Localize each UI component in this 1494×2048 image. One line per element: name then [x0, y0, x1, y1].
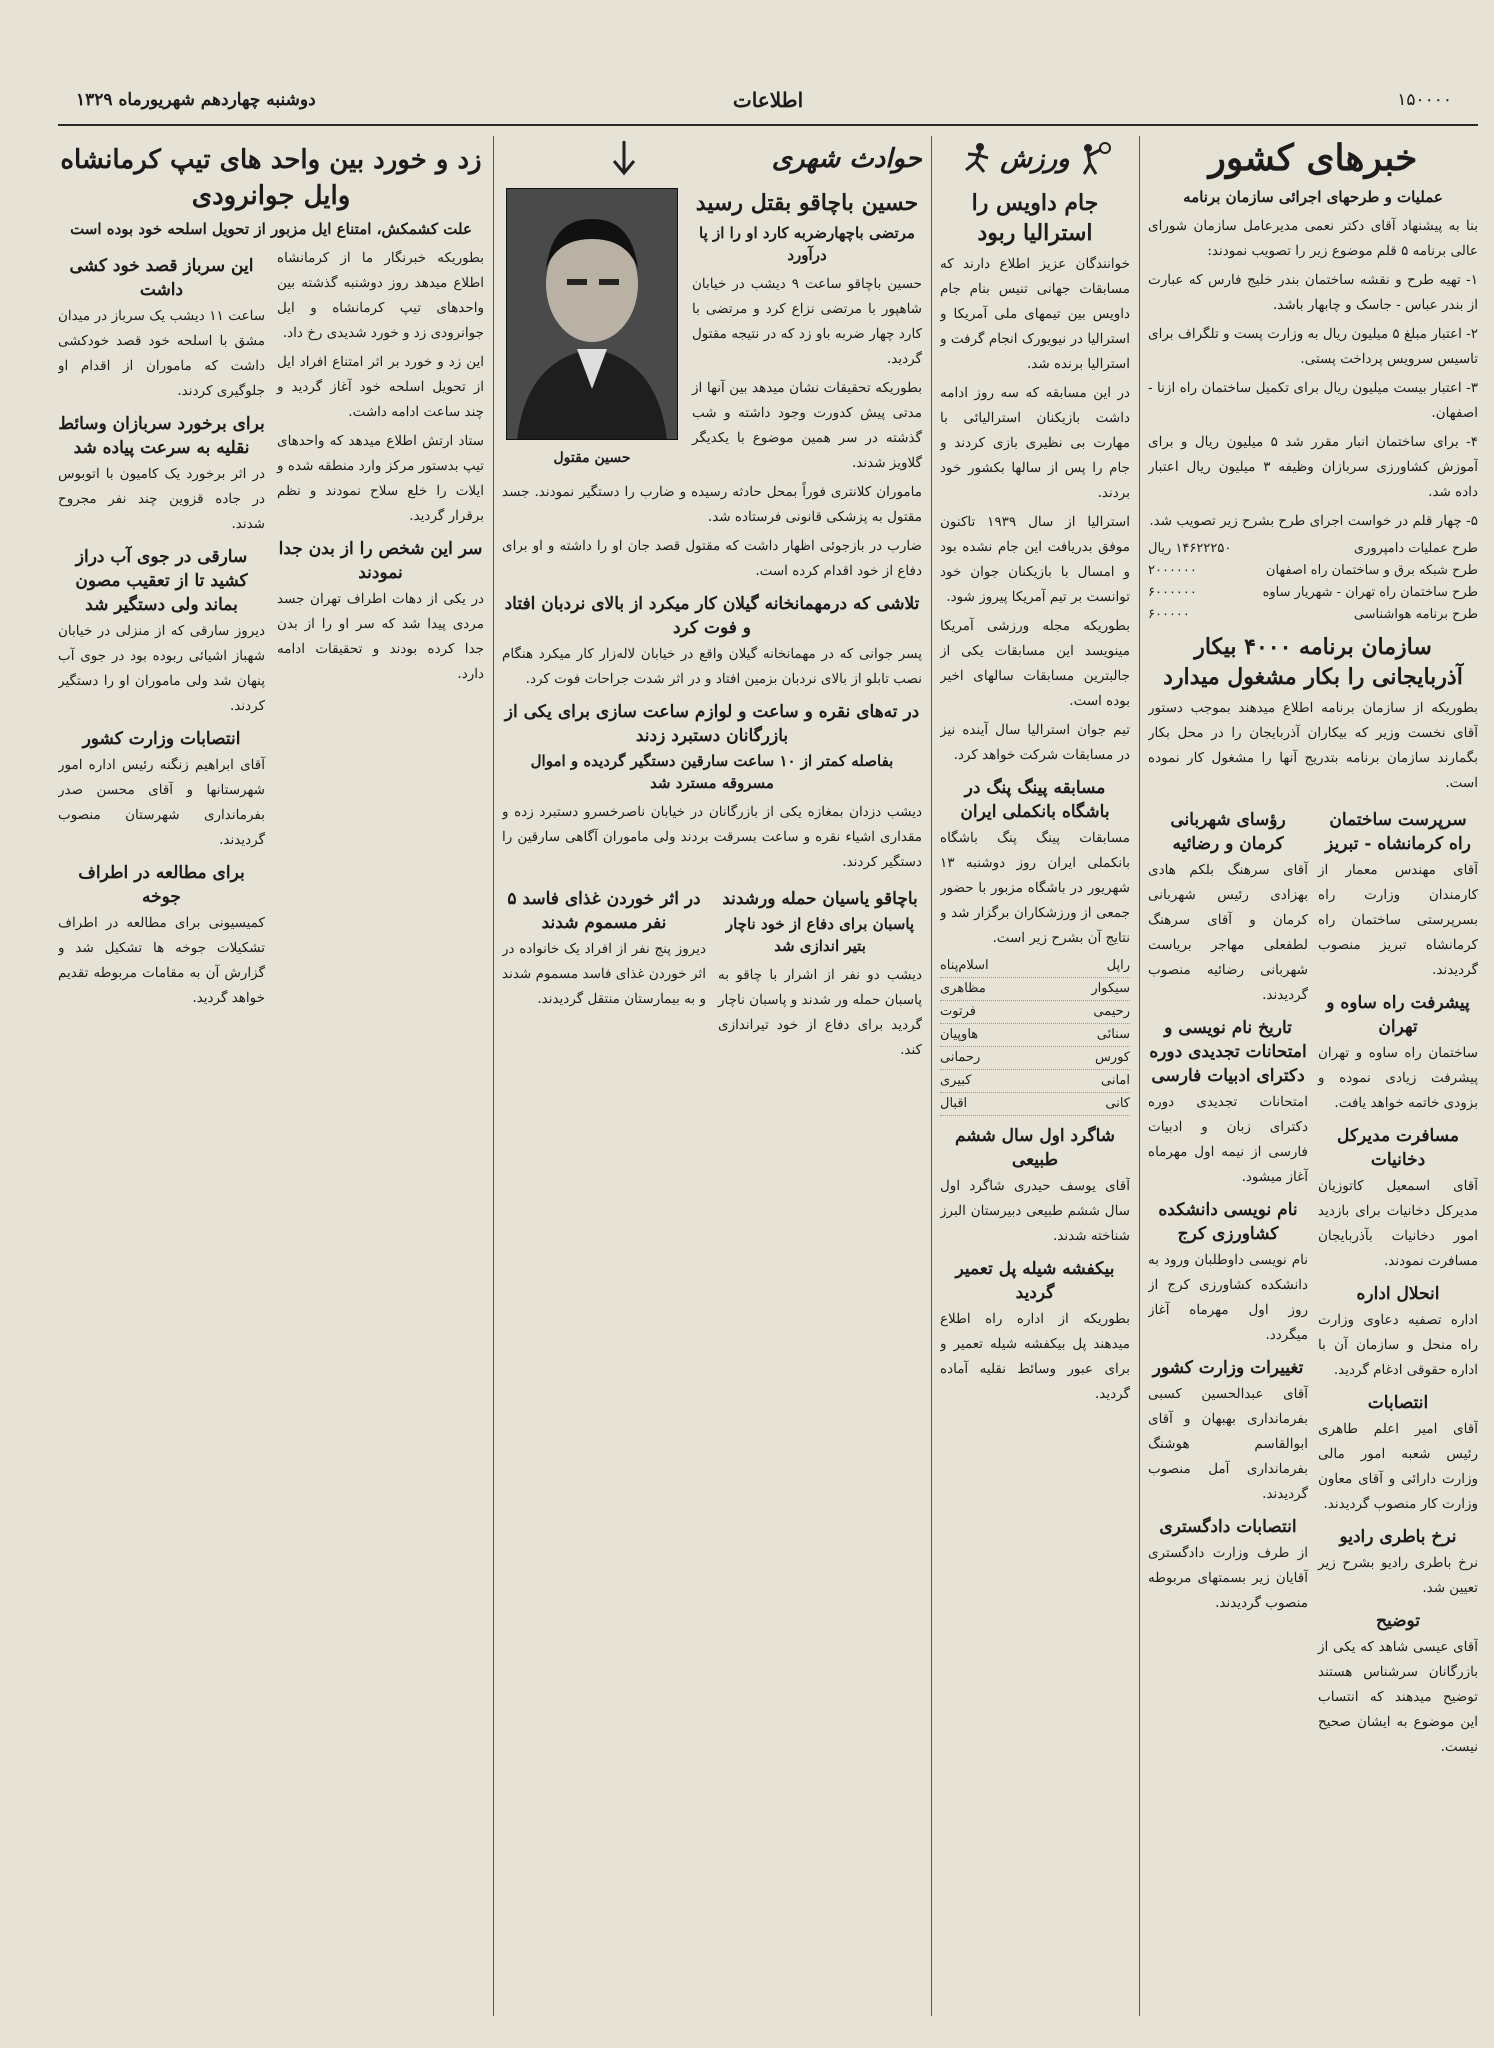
table-row: سنائی هاوپیان — [940, 1024, 1130, 1047]
article-text: دیشب دو نفر از اشرار با چاقو به پاسبان حمله ور شدند و پاسبان ناچار گردید برای دفاع از خود تیراندازی کند. — [718, 967, 922, 1058]
article-headline: باچاقو یاسیان حمله ورشدند — [722, 889, 918, 909]
article-text: نام نویسی داوطلبان ورود به دانشکده کشاورزی کرج از روز اول مهرماه آغاز میگردد. — [1148, 1252, 1308, 1343]
article-text: دیشب دزدان بمغازه یکی از بازرگانان در خیابان ناصرخسرو دستبرد زده و مقداری اشیاء نقره و ساعت بسرقت بردند ولی ماموران آگاهی سارقین را دستگیر کردند. — [502, 804, 922, 870]
table-row: راپل اسلام‌پناه — [940, 955, 1130, 978]
article-text: بنا به پیشنهاد آقای دکتر نعمی مدیرعامل سازمان شورای عالی برنامه ۵ قلم موضوع زیر را تصویب نمودند: — [1148, 218, 1478, 259]
article-headline: جام داویس را استرالیا ربود — [971, 190, 1099, 246]
portrait-image — [507, 189, 677, 439]
subcolumn — [1318, 800, 1478, 1764]
budget-list — [1148, 538, 1478, 626]
lead-headline: زد و خورد بین واحد های تیپ کرمانشاه وایل جوانرودی — [60, 145, 482, 211]
article-text: پسر جوانی که در مهمانخانه گیلان واقع در خیابان لاله‌زار کار میکرد هنگام نصب تابلو از بالای نردبان بزمین افتاد و در اثر شدت جراحات فوت کرد. — [502, 646, 922, 687]
lead-subheadline: مرتضی باچهارضربه کارد او را از پا درآورد — [699, 224, 915, 264]
article-headline: این سرباز قصد خود کشی داشت — [69, 256, 254, 300]
article-text: در یکی از دهات اطراف تهران جسد مردی پیدا شد که سر او را از بدن جدا کرده بودند و تحقیقات ادامه دارد. — [277, 591, 484, 682]
article-text: بطوریکه تحقیقات نشان میدهد بین آنها از مدتی پیش کدورت وجود داشته و شب گذشته در سر همین موضوع با یکدیگر گلاویز شدند. — [692, 380, 922, 471]
article-text: آقای یوسف حیدری شاگرد اول سال ششم طبیعی دبیرستان البرز شناخته شدند. — [940, 1178, 1130, 1244]
article-text: کمیسیونی برای مطالعه در اطراف تشکیلات جوخه ها تشکیل شد و گزارش آن به مقامات مربوطه تقدیم خواهد گردید. — [58, 915, 265, 1006]
sports-section-title: ورزش — [1000, 143, 1070, 174]
article-text: بطوریکه خبرنگار ما از کرمانشاه اطلاع میدهد روز دوشنبه گذشته بین واحدهای تیپ کرمانشاه و ایل جوانرودی زد و خورد شدیدی رخ داد. — [277, 250, 484, 341]
article-headline: در ته‌های نقره و ساعت و لوازم ساعت سازی برای یکی از بازرگانان دستبرد زدند — [504, 702, 920, 746]
national-news-heading: خبرهای کشور — [1208, 137, 1418, 179]
article-headline: انتصابات دادگستری — [1159, 1517, 1297, 1537]
list-item: ۳- اعتبار بیست میلیون ریال برای تکمیل ساختمان راه ازنا - اصفهان. — [1148, 380, 1478, 421]
article-text: حسین باچاقو ساعت ۹ دیشب در خیابان شاهپور با مرتضی نزاع کرد و مرتضی با کارد چهار ضربه باو زد که در نتیجه مقتول گردید. — [692, 276, 922, 367]
article-headline: شاگرد اول سال ششم طبیعی — [954, 1126, 1115, 1170]
issue-date: دوشنبه چهاردهم شهریورماه ۱۳۲۹ — [76, 90, 316, 110]
column-city-incidents — [502, 136, 922, 2026]
article-headline: توضیح — [1375, 1611, 1421, 1631]
article-headline: نام نویسی دانشکده کشاورزی کرج — [1158, 1200, 1298, 1244]
article-text: آقای سرهنگ بلکم هادی بهزادی رئیس شهربانی کرمان و آقای سرهنگ لطفعلی مهاجر بریاست شهربانی رضائیه منصوب گردیدند. — [1148, 862, 1308, 1003]
article-headline: تاریخ نام نویسی و امتحانات تجدیدی دوره دکترای ادبیات فارسی — [1149, 1018, 1307, 1086]
list-item: ۱- تهیه طرح و نقشه ساختمان بندر خلیج فارس که عبارت از بندر عباس - جاسک و چابهار باشد. — [1148, 272, 1478, 313]
table-row: کانی اقبال — [940, 1093, 1130, 1116]
masthead — [58, 84, 1478, 126]
budget-row: طرح عملیات دامپروری ۱۴۶۲۲۲۵۰ ریال — [1148, 541, 1478, 556]
subcolumn — [1148, 800, 1308, 1764]
article-headline: انحلال اداره — [1356, 1284, 1440, 1304]
article-text: بطوریکه مجله ورزشی آمریکا مینویسد این مسابقات یکی از جالبترین مسابقات سالهای اخیر بوده است. — [940, 618, 1130, 709]
article-text: بطوریکه از اداره راه اطلاع میدهند پل بیکفشه شیله تعمیر و برای عبور وسائط نقلیه آماده گردید. — [940, 1311, 1130, 1402]
column-divider — [1139, 136, 1140, 2016]
budget-row: طرح برنامه هواشناسی ۶۰۰۰۰۰ — [1148, 607, 1478, 622]
article-text: این زد و خورد بر اثر امتناع افراد ایل از تحویل اسلحه خود آغاز گردید و چند ساعت ادامه داشت. — [277, 354, 484, 420]
issue-number: ۱۵۰۰۰۰ — [1397, 90, 1452, 110]
lead-headline: حسین باچاقو بقتل رسید — [695, 190, 919, 216]
sports-section-header — [940, 136, 1130, 182]
article-text: ساختمان راه ساوه و تهران پیشرفت زیادی نموده و بزودی خاتمه خواهد یافت. — [1318, 1045, 1478, 1111]
column-national-news — [1148, 136, 1478, 2026]
results-table — [940, 955, 1130, 1116]
tennis-player-icon — [1078, 142, 1112, 176]
table-row: رحیمی فرتوت — [940, 1001, 1130, 1024]
article-text: ساعت ۱۱ دیشب یک سرباز در میدان مشق با اسلحه خود قصد خودکشی داشت که ماموران از اقدام او جلوگیری کردند. — [58, 308, 266, 399]
budget-row: طرح ساختمان راه تهران - شهریار ساوه ۶۰۰۰۰۰۰ — [1148, 585, 1478, 600]
article-headline: سر این شخص را از بدن جدا نمودند — [278, 539, 483, 583]
article-headline: برای مطالعه در اطراف جوخه — [78, 863, 245, 907]
two-column-block — [502, 879, 922, 1067]
article-text: خوانندگان عزیز اطلاع دارند که مسابقات جهانی تنیس بنام جام داویس بین تیمهای ملی آمریکا و استرالیا در نیویورک انجام گرفت و استرالیا برنده شد. — [940, 256, 1130, 372]
article-headline: تغییرات وزارت کشور — [1152, 1358, 1304, 1378]
newspaper-page — [58, 78, 1478, 2038]
subcolumn — [502, 879, 706, 1067]
column-regional-news — [58, 136, 484, 2026]
article-subheadline: پاسبان برای دفاع از خود ناچار بتیر اندازی شد — [725, 915, 915, 955]
list-item: ۵- چهار قلم در خواست اجرای طرح بشرح زیر تصویب شد. — [1149, 513, 1478, 529]
article-text: مسابقات پینگ پنگ باشگاه بانکملی ایران روز دوشنبه ۱۳ شهریور در باشگاه مزبور با حضور جمعی از ورزشکاران برگزار شد و نتایج آن بشرح زیر است. — [940, 830, 1130, 946]
article-text: آقای امیر اعلم طاهری رئیس شعبه امور مالی وزارت دارائی و آقای معاون وزارت کار منصوب گردیدند. — [1318, 1421, 1478, 1512]
column-divider — [493, 136, 494, 2016]
table-row: امانی کبیری — [940, 1070, 1130, 1093]
subcolumn — [718, 879, 922, 1067]
article-text: آقای مهندس معمار از کارمندان وزارت راه بسرپرستی ساختمان راه کرمانشاه تبریز منصوب گردیدند. — [1318, 862, 1478, 978]
city-section-title: حوادث شهری — [771, 143, 922, 174]
article-text: ضارب در بازجوئی اظهار داشت که مقتول قصد جان او را داشته و او برای دفاع از خود اقدام کرده است. — [502, 538, 922, 579]
article-headline: مسافرت مدیرکل دخانیات — [1337, 1126, 1459, 1170]
article-headline: سازمان برنامه ۴۰۰۰ بیکار آذربایجانی را بکار مشغول میدارد — [1163, 634, 1463, 690]
article-text: آقای عبدالحسین کسبی بفرمانداری بهبهان و آقای ابوالقاسم هوشنگ بفرمانداری آمل منصوب گردیدند. — [1148, 1386, 1308, 1502]
list-item: ۴- برای ساختمان انبار مقرر شد ۵ میلیون ریال و برای آموزش کشاورزی سربازان وظیفه ۳ میلیون ریال اعتبار داده شد. — [1148, 434, 1478, 500]
article-headline: سارقی در جوی آب دراز کشید تا از تعقیب مصون بماند ولی دستگیر شد — [75, 547, 248, 615]
article-text: از طرف وزارت دادگستری آقایان زیر بسمتهای مربوطه منصوب گردیدند. — [1148, 1545, 1308, 1611]
article-text: ستاد ارتش اطلاع میدهد که واحدهای تیپ بدستور مرکز وارد منطقه شده و ایلات را خلع سلاح نمودند و نظم برقرار گردید. — [277, 433, 484, 524]
lead-story-text — [692, 182, 922, 480]
article-headline: در اثر خوردن غذای فاسد ۵ نفر مسموم شدند — [507, 889, 701, 933]
subcolumn — [58, 246, 265, 1015]
article-headline: رؤسای شهربانی کرمان و رضائیه — [1170, 810, 1286, 854]
article-headline: پیشرفت راه ساوه و تهران — [1326, 993, 1470, 1037]
national-news-subheading: عملیات و طرحهای اجرائی سازمان برنامه — [1183, 188, 1443, 206]
article-text: در اثر برخورد یک کامیون با اتوبوس در جاده قزوین چند نفر مجروح شدند. — [58, 466, 265, 532]
budget-row: طرح شبکه برق و ساختمان راه اصفهان ۲۰۰۰۰۰۰ — [1148, 563, 1478, 578]
article-headline: تلاشی که درمهمانخانه گیلان کار میکرد از بالای نردبان افتاد و فوت کرد — [504, 594, 920, 638]
article-headline: مسابقه پینگ پنگ در باشگاه بانکملی ایران — [960, 778, 1110, 822]
list-item: ۲- اعتبار مبلغ ۵ میلیون ریال به وزارت پست و تلگراف برای تاسیس سرویس پرداخت پستی. — [1148, 326, 1478, 367]
article-subheadline: بفاصله کمتر از ۱۰ ساعت سارقین دستگیر گردیده و اموال مسروقه مسترد شد — [530, 752, 894, 792]
runner-icon — [958, 142, 992, 176]
article-text: آقای اسمعیل کاتوزیان مدیرکل دخانیات برای بازدید امور دخانیات بآذربایجان مسافرت نمودند. — [1318, 1178, 1478, 1269]
city-section-header — [502, 136, 922, 182]
two-column-block — [58, 246, 484, 1015]
column-divider — [931, 136, 932, 2016]
article-headline: انتصابات وزارت کشور — [82, 729, 241, 749]
lead-story — [502, 182, 922, 480]
article-text: استرالیا از سال ۱۹۳۹ تاکنون موفق بدریافت این جام نشده بود و امسال با بازیکنان جوان خود توانست بر تیم آمریکا پیروز شود. — [940, 514, 1130, 605]
article-headline: نرخ باطری رادیو — [1339, 1527, 1457, 1547]
article-text: آقای عیسی شاهد که یکی از بازرگانان سرشناس هستند توضیح میدهند که انتساب این موضوع به ایشان صحیح نیست. — [1318, 1639, 1478, 1755]
article-text: بطوریکه از سازمان برنامه اطلاع میدهند بموجب دستور آقای نخست وزیر که بیکاران آذربایجان را در محل بکار بگمارند سازمان برنامه بتدریج آنها را مشغول کار نموده است. — [1148, 700, 1478, 791]
article-headline: بیکفشه شیله پل تعمیر گردید — [955, 1259, 1115, 1303]
arrow-down-icon — [604, 139, 644, 179]
photo-block — [502, 182, 682, 480]
article-headline: سرپرست ساختمان راه کرمانشاه - تبریز — [1325, 810, 1471, 854]
article-text: ماموران کلانتری فوراً بمحل حادثه رسیده و ضارب را دستگیر نمودند. جسد مقتول به پزشکی قانونی فرستاده شد. — [502, 484, 922, 525]
two-column-block — [1148, 800, 1478, 1764]
article-text: اداره تصفیه دعاوی وزارت راه منحل و سازمان آن با اداره حقوقی ادغام گردید. — [1318, 1312, 1478, 1378]
photo-caption: حسین مقتول — [553, 450, 631, 466]
article-text: دیروز سارقی که از منزلی در خیابان شهباز اشیائی ربوده بود در جوی آب پنهان شد ولی ماموران او را دستگیر کردند. — [58, 623, 265, 714]
article-text: نرخ باطری رادیو بشرح زیر تعیین شد. — [1318, 1555, 1478, 1596]
column-sports — [940, 136, 1130, 2026]
portrait-photo — [506, 188, 678, 440]
paper-name: اطلاعات — [732, 88, 804, 112]
table-row: سیکوار مظاهری — [940, 978, 1130, 1001]
article-headline: انتصابات — [1367, 1393, 1429, 1413]
table-row: کورس رحمانی — [940, 1047, 1130, 1070]
article-text: امتحانات تجدیدی دوره دکترای زبان و ادبیات فارسی از نیمه اول مهرماه آغاز میشود. — [1148, 1094, 1308, 1185]
article-text: آقای ابراهیم زنگنه رئیس اداره امور شهرستانها و آقای محسن صدر بفرمانداری شهرستان منصوب گردیدند. — [58, 757, 265, 848]
article-text: دیروز پنج نفر از افراد یک خانواده در اثر خوردن غذای فاسد مسموم شدند و به بیمارستان منتقل گردیدند. — [502, 941, 706, 1007]
article-text: تیم جوان استرالیا سال آینده نیز در مسابقات شرکت خواهد کرد. — [940, 722, 1130, 763]
lead-subheadline: علت کشمکش، امتناع ایل مزبور از تحویل اسلحه خود بوده است — [70, 220, 472, 238]
subcolumn — [277, 246, 484, 1015]
article-headline: برای برخورد سربازان وسائط نقلیه به سرعت پیاده شد — [58, 414, 265, 458]
article-text: در این مسابقه که سه روز ادامه داشت بازیکنان استرالیائی با مهارت بی نظیری بازی کردند و جام را پس از سالها بکشور خود بردند. — [940, 385, 1130, 501]
